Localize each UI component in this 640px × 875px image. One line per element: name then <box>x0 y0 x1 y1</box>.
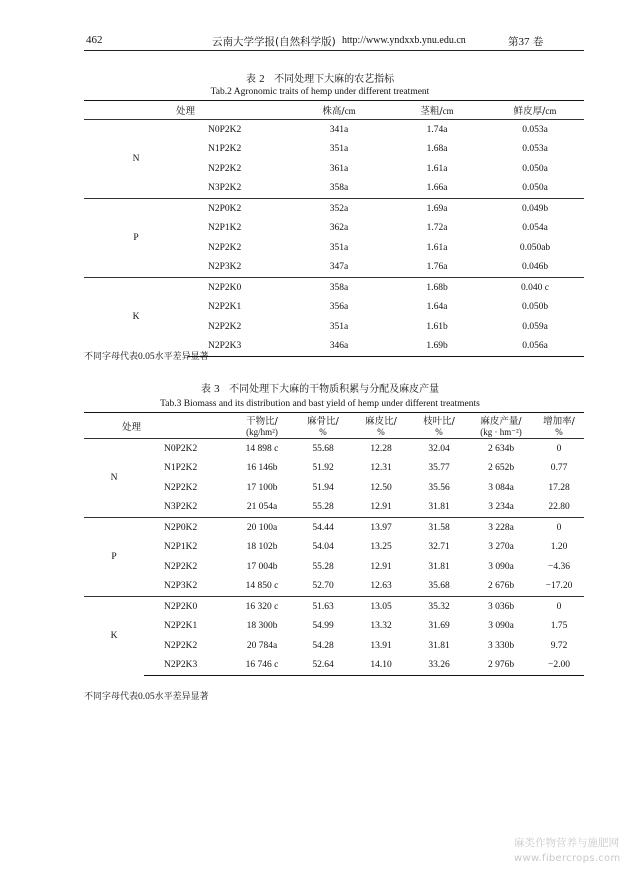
table2-row <box>84 278 584 298</box>
table3-value-cell: 2 652b <box>487 463 515 474</box>
table3-header-unit-3: % <box>319 427 327 437</box>
table2-row <box>84 199 584 219</box>
table3-header-label-0: 处理 <box>122 421 142 433</box>
table3-value-cell: 35.68 <box>428 581 450 592</box>
table3-row <box>84 577 584 597</box>
table3-group-label: P <box>84 518 144 597</box>
table2-value-cell: 0.050b <box>521 302 549 313</box>
table3-header-unit-7: % <box>555 427 563 437</box>
table2-header-label-1: 株高/ <box>322 106 345 117</box>
table3-treatment-cell: N3P2K2 <box>164 502 198 513</box>
table2-value-cell: 358a <box>290 278 388 298</box>
table2-header-unit-1: cm <box>344 106 356 116</box>
table3-value-cell: −4.36 <box>548 561 570 572</box>
table3-header-label-4: 麻皮比/ <box>365 416 397 427</box>
table3-value-cell: 20 100a <box>230 518 294 538</box>
table3-value-cell: 22.80 <box>548 502 570 513</box>
table3-value-cell: 3 090a <box>488 621 514 632</box>
table3-caption-en: Tab.3 Biomass and its distribution and bast yield of hemp under different treatments <box>160 399 480 409</box>
table3-value-cell: 14 850 c <box>245 581 279 592</box>
page-number: 462 <box>86 34 103 46</box>
table3-value-cell: 54.28 <box>312 640 334 651</box>
table3-value-cell: 0 <box>556 443 562 454</box>
table3-value-cell: 3 330b <box>487 640 515 651</box>
journal-title: 云南大学学报(自然科学版) <box>212 36 336 48</box>
table3-treatment-cell: N2P2K2 <box>164 640 198 651</box>
table2-value-cell: 352a <box>290 199 388 219</box>
table3-value-cell: 31.81 <box>428 561 450 572</box>
table3-header-4 <box>352 413 410 439</box>
table3-header-label-5: 枝叶比/ <box>423 416 455 427</box>
table3-value-cell: 13.32 <box>370 621 392 632</box>
table3-value-cell: 18 102b <box>246 542 278 553</box>
table2-value-cell: 351a <box>329 242 349 253</box>
table3-value-cell: 55.28 <box>312 502 334 513</box>
table2-value-cell: 358a <box>329 183 349 194</box>
table3-row <box>84 498 584 518</box>
table3-value-cell: 31.58 <box>410 518 468 538</box>
table3-note-num: 0.05 <box>138 692 155 702</box>
table2-note-num: 0.05 <box>138 352 155 362</box>
table2-value-cell: 1.72a <box>426 223 448 234</box>
table3-value-cell: 13.05 <box>352 597 410 617</box>
table3-group-label: K <box>84 597 144 676</box>
table2-value-cell: 1.68a <box>426 144 448 155</box>
table3-value-cell: 54.99 <box>312 621 334 632</box>
table3-treatment-cell: N2P2K2 <box>164 482 198 493</box>
running-header <box>0 30 640 50</box>
table2 <box>84 100 584 357</box>
table2-value-cell: 1.61b <box>426 321 448 332</box>
table2-value-cell: 1.61a <box>426 163 448 174</box>
table3-row <box>84 557 584 577</box>
table2-group-label: K <box>84 278 188 357</box>
table2-header-label-0: 处理 <box>176 106 196 117</box>
table2-value-cell: 0.053a <box>522 144 548 155</box>
table3-treatment-cell: N1P2K2 <box>164 463 198 474</box>
table2-value-cell: 347a <box>329 262 349 273</box>
table3-value-cell: 2 976b <box>468 656 534 676</box>
table2-value-cell: 0.046b <box>521 262 549 273</box>
table3-value-cell: 13.91 <box>370 640 392 651</box>
table3-header-0 <box>84 413 230 439</box>
volume-prefix: 第 <box>508 36 519 48</box>
table2-value-cell: 1.69a <box>388 199 486 219</box>
journal-url[interactable]: http://www.yndxxb.ynu.edu.cn <box>342 35 466 46</box>
table2-treatment-cell: N1P2K2 <box>208 144 242 155</box>
table3-value-cell: 32.71 <box>428 542 450 553</box>
table2-header-unit-3: cm <box>545 106 557 116</box>
table3-caption-prefix: 表 <box>200 384 211 395</box>
table3-value-cell: 3 228a <box>468 518 534 538</box>
table2-header-row <box>84 101 584 120</box>
table2-value-cell: 341a <box>329 124 349 135</box>
table3-treatment-cell: N2P0K2 <box>144 518 230 538</box>
volume-number: 37 <box>518 36 530 48</box>
table2-treatment-cell: N2P2K0 <box>188 278 290 298</box>
table2-value-cell: 0.049b <box>486 199 584 219</box>
table3-caption-title: 不同处理下大麻的干物质积累与分配及麻皮产量 <box>229 384 440 395</box>
table2-value-cell: 1.76a <box>426 262 448 273</box>
table3-value-cell: −17.20 <box>545 581 573 592</box>
table2-treatment-cell: N0P2K2 <box>208 124 242 135</box>
table2-value-cell: 1.74a <box>426 124 448 135</box>
table3-row <box>84 439 584 459</box>
table2-value-cell: 351a <box>329 144 349 155</box>
table3-value-cell: 14.10 <box>352 656 410 676</box>
table3-header-unit-2: (kg/hm²) <box>246 427 278 437</box>
table3-value-cell: 2 676b <box>487 581 515 592</box>
table2-group-label: N <box>132 154 140 164</box>
table3-value-cell: 3 084a <box>488 482 514 493</box>
table3-header-unit-5: % <box>435 427 443 437</box>
table3-treatment-cell: N2P2K0 <box>144 597 230 617</box>
table3-value-cell: 0.77 <box>550 463 568 474</box>
table3-treatment-cell: N2P3K2 <box>164 581 198 592</box>
table3-row <box>84 617 584 637</box>
table3-value-cell: 17 004b <box>246 561 278 572</box>
table2-header-0 <box>84 101 290 120</box>
table2-value-cell: 1.64a <box>426 302 448 313</box>
table2-footnote <box>84 349 209 362</box>
watermark-line1: 麻类作物营养与施肥网 <box>514 837 619 849</box>
table2-value-cell: 361a <box>329 163 349 174</box>
table3-treatment-cell: N2P1K2 <box>164 542 198 553</box>
table2-value-cell: 0.053a <box>522 124 548 135</box>
table2-treatment-cell: N2P1K2 <box>208 223 242 234</box>
table3-value-cell: 12.28 <box>370 443 392 454</box>
table2-treatment-cell: N2P2K1 <box>208 302 242 313</box>
table3-value-cell: 55.68 <box>312 443 334 454</box>
table2-value-cell: 0.050a <box>522 163 548 174</box>
table3-value-cell: 3 270a <box>488 542 514 553</box>
table3-value-cell: 12.91 <box>370 502 392 513</box>
table2-value-cell: 0.050ab <box>519 242 551 253</box>
table2-value-cell: 0.050a <box>522 183 548 194</box>
table3-row <box>84 636 584 656</box>
table3-caption-cn <box>0 380 640 395</box>
table3-value-cell: 33.26 <box>410 656 468 676</box>
table3-value-cell: 13.25 <box>370 542 392 553</box>
table2-value-cell: 0.054a <box>522 223 548 234</box>
table3-value-cell: 12.31 <box>370 463 392 474</box>
table3 <box>84 412 584 676</box>
table3-value-cell: 17.28 <box>548 482 570 493</box>
table2-value-cell: 362a <box>329 223 349 234</box>
table3-value-cell: −2.00 <box>534 656 584 676</box>
table3-row <box>84 538 584 558</box>
table3-header-unit-4: % <box>377 427 385 437</box>
table3-value-cell: 31.81 <box>428 640 450 651</box>
table3-header-7 <box>534 413 584 439</box>
table3-value-cell: 12.50 <box>370 482 392 493</box>
table3-value-cell: 20 784a <box>246 640 278 651</box>
header-rule <box>84 50 584 51</box>
table3-value-cell: 3 234a <box>488 502 514 513</box>
table2-value-cell: 356a <box>329 302 349 313</box>
table3-row <box>84 459 584 479</box>
table3-value-cell: 0 <box>534 518 584 538</box>
table2-header-label-3: 鲜皮厚/ <box>513 106 546 117</box>
table2-header-2 <box>388 101 486 120</box>
table3-row <box>84 478 584 498</box>
table2-value-cell: 1.66a <box>426 183 448 194</box>
table2-caption-number: 2 <box>259 73 265 85</box>
volume-label <box>508 34 543 49</box>
table2-header-unit-2: cm <box>442 106 454 116</box>
table3-row <box>84 518 584 538</box>
table2-treatment-cell: N2P2K2 <box>208 242 242 253</box>
table3-value-cell: 35.56 <box>428 482 450 493</box>
table3-header-5 <box>410 413 468 439</box>
table3-value-cell: 1.75 <box>550 621 568 632</box>
table3-value-cell: 55.28 <box>312 561 334 572</box>
table3-row <box>84 597 584 617</box>
table3-header-label-3: 麻骨比/ <box>307 416 339 427</box>
table3-header-unit-6: (kg · hm⁻²) <box>480 427 522 437</box>
table3-treatment-cell: N2P2K2 <box>164 561 198 572</box>
table2-value-cell: 0.059a <box>522 321 548 332</box>
table3-footnote <box>84 689 209 702</box>
table3-value-cell: 12.91 <box>370 561 392 572</box>
table2-value-cell: 1.69b <box>388 337 486 357</box>
table3-header-label-2: 干物比/ <box>246 416 278 427</box>
table3-caption-number: 3 <box>214 383 220 395</box>
table3-value-cell: 17 100b <box>246 482 278 493</box>
table2-value-cell: 351a <box>329 321 349 332</box>
table2-caption-prefix: 表 <box>245 74 256 85</box>
table2-value-cell: 1.61a <box>426 242 448 253</box>
table2-caption-cn <box>0 70 640 85</box>
table3-header-label-7: 增加率/ <box>543 416 575 427</box>
table2-header-1 <box>290 101 388 120</box>
table2-note-b: 水平差异显著 <box>154 352 209 362</box>
table2-treatment-cell: N2P2K2 <box>208 163 242 174</box>
table3-value-cell: 51.63 <box>294 597 352 617</box>
table2-value-cell: 0.056a <box>486 337 584 357</box>
table2-value-cell: 0.040 c <box>486 278 584 298</box>
table3-value-cell: 3 090a <box>488 561 514 572</box>
table3-value-cell: 31.69 <box>428 621 450 632</box>
table3-value-cell: 13.97 <box>352 518 410 538</box>
table2-treatment-cell: N2P2K3 <box>188 337 290 357</box>
table3-value-cell: 1.20 <box>550 542 568 553</box>
table3-header-label-6: 麻皮产量/ <box>480 416 522 427</box>
table3-value-cell: 2 634b <box>487 443 515 454</box>
table3-value-cell: 0 <box>534 597 584 617</box>
table3-value-cell: 52.64 <box>294 656 352 676</box>
table3-value-cell: 16 746 c <box>230 656 294 676</box>
table3-value-cell: 54.44 <box>294 518 352 538</box>
table3-header-3 <box>294 413 352 439</box>
table2-value-cell: 1.68b <box>388 278 486 298</box>
table2-header-3 <box>486 101 584 120</box>
table3-treatment-cell: N2P2K3 <box>144 656 230 676</box>
table3-value-cell: 32.04 <box>428 443 450 454</box>
table3-value-cell: 14 898 c <box>245 443 279 454</box>
watermark-line2: www.fibercrops.com <box>514 853 621 864</box>
table3-value-cell: 16 146b <box>246 463 278 474</box>
table3-header-6 <box>468 413 534 439</box>
table2-caption-en: Tab.2 Agronomic traits of hemp under different treatment <box>210 87 430 97</box>
table2-value-cell: 346a <box>290 337 388 357</box>
table3-value-cell: 12.63 <box>370 581 392 592</box>
table2-header-label-2: 茎粗/ <box>420 106 443 117</box>
table3-note-b: 水平差异显著 <box>154 692 209 702</box>
table2-note-a: 不同字母代表 <box>84 352 139 362</box>
table3-value-cell: 31.81 <box>428 502 450 513</box>
table2-treatment-cell: N2P2K2 <box>208 321 242 332</box>
table2-caption-title: 不同处理下大麻的农艺指标 <box>274 74 395 85</box>
table3-value-cell: 35.32 <box>410 597 468 617</box>
table3-value-cell: 9.72 <box>550 640 568 651</box>
table2-row <box>84 120 584 140</box>
table3-header-row <box>84 413 584 439</box>
table3-value-cell: 35.77 <box>428 463 450 474</box>
table3-treatment-cell: N0P2K2 <box>164 443 198 454</box>
table2-treatment-cell: N3P2K2 <box>208 183 242 194</box>
table3-header-2 <box>230 413 294 439</box>
table3-group-label: N <box>110 473 118 483</box>
table3-row <box>84 656 584 676</box>
table3-value-cell: 16 320 c <box>230 597 294 617</box>
table3-value-cell: 3 036b <box>468 597 534 617</box>
site-watermark <box>514 836 638 866</box>
volume-suffix: 卷 <box>532 36 544 48</box>
table3-value-cell: 51.92 <box>312 463 334 474</box>
table2-treatment-cell: N2P3K2 <box>208 262 242 273</box>
table2-group-label: P <box>84 199 188 278</box>
table3-value-cell: 18 300b <box>246 621 278 632</box>
table3-value-cell: 51.94 <box>312 482 334 493</box>
table2-treatment-cell: N2P0K2 <box>188 199 290 219</box>
table3-value-cell: 52.70 <box>312 581 334 592</box>
table3-value-cell: 21 054a <box>246 502 278 513</box>
table3-value-cell: 54.04 <box>312 542 334 553</box>
table3-treatment-cell: N2P2K1 <box>164 621 198 632</box>
table3-note-a: 不同字母代表 <box>84 692 139 702</box>
